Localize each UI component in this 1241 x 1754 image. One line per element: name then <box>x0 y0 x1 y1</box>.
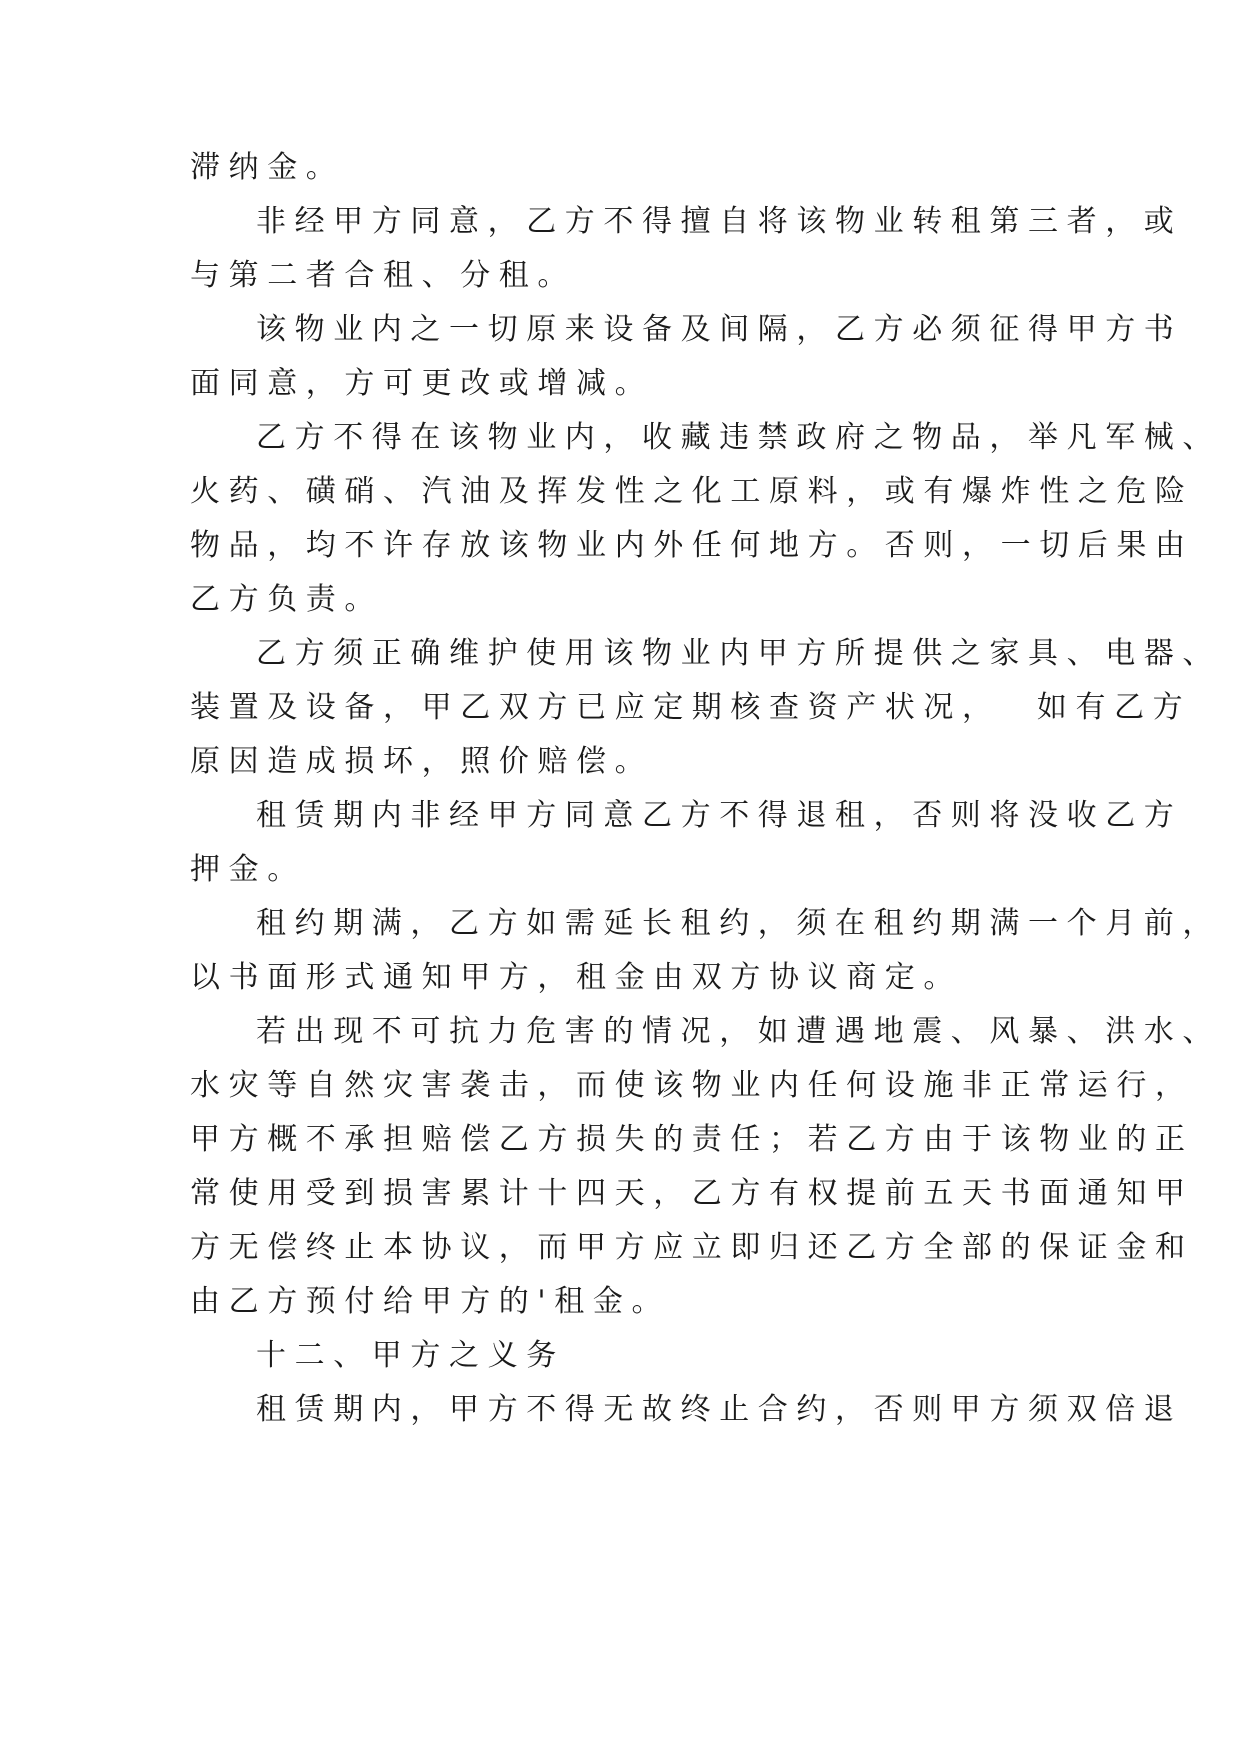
text-line: 装置及设备，甲乙双方已应定期核查资产状况， 如有乙方 <box>190 690 1192 725</box>
section-heading: 十二、甲方之义务 <box>256 1338 565 1373</box>
paragraph-line: 非经甲方同意，乙方不得擅自将该物业转租第三者，或 <box>256 204 1183 239</box>
text-line: 与第二者合租、分租。 <box>190 258 576 293</box>
text-line: 以书面形式通知甲方，租金由双方协议商定。 <box>190 960 962 995</box>
text-line: 常使用受到损害累计十四天，乙方有权提前五天书面通知甲 <box>190 1176 1194 1211</box>
text-line: 由乙方预付给甲方的'租金。 <box>190 1284 671 1319</box>
paragraph-line: 乙方须正确维护使用该物业内甲方所提供之家具、电器、 <box>256 636 1221 671</box>
text-line: 乙方负责。 <box>190 582 383 617</box>
paragraph-line: 该物业内之一切原来设备及间隔，乙方必须征得甲方书 <box>256 312 1183 347</box>
paragraph-line: 若出现不可抗力危害的情况，如遭遇地震、风暴、洪水、 <box>256 1014 1221 1049</box>
text-line: 方无偿终止本协议，而甲方应立即归还乙方全部的保证金和 <box>190 1230 1194 1265</box>
paragraph-line: 租赁期内非经甲方同意乙方不得退租，否则将没收乙方 <box>256 798 1183 833</box>
text-line: 原因造成损坏，照价赔偿。 <box>190 744 654 779</box>
text-line: 押金。 <box>190 852 306 887</box>
paragraph-line: 乙方不得在该物业内，收藏违禁政府之物品，举凡军械、 <box>256 420 1221 455</box>
text-line: 物品，均不许存放该物业内外任何地方。否则，一切后果由 <box>190 528 1194 563</box>
text-line: 甲方概不承担赔偿乙方损失的责任；若乙方由于该物业的正 <box>190 1122 1194 1157</box>
text-line: 水灾等自然灾害袭击，而使该物业内任何设施非正常运行， <box>190 1068 1194 1103</box>
paragraph-line: 租赁期内，甲方不得无故终止合约，否则甲方须双倍退 <box>256 1392 1183 1427</box>
text-line: 火药、磺硝、汽油及挥发性之化工原料，或有爆炸性之危险 <box>190 474 1194 509</box>
text-line: 面同意，方可更改或增减。 <box>190 366 654 401</box>
paragraph-line: 租约期满，乙方如需延长租约，须在租约期满一个月前， <box>256 906 1221 941</box>
text-line: 滞纳金。 <box>190 150 345 185</box>
